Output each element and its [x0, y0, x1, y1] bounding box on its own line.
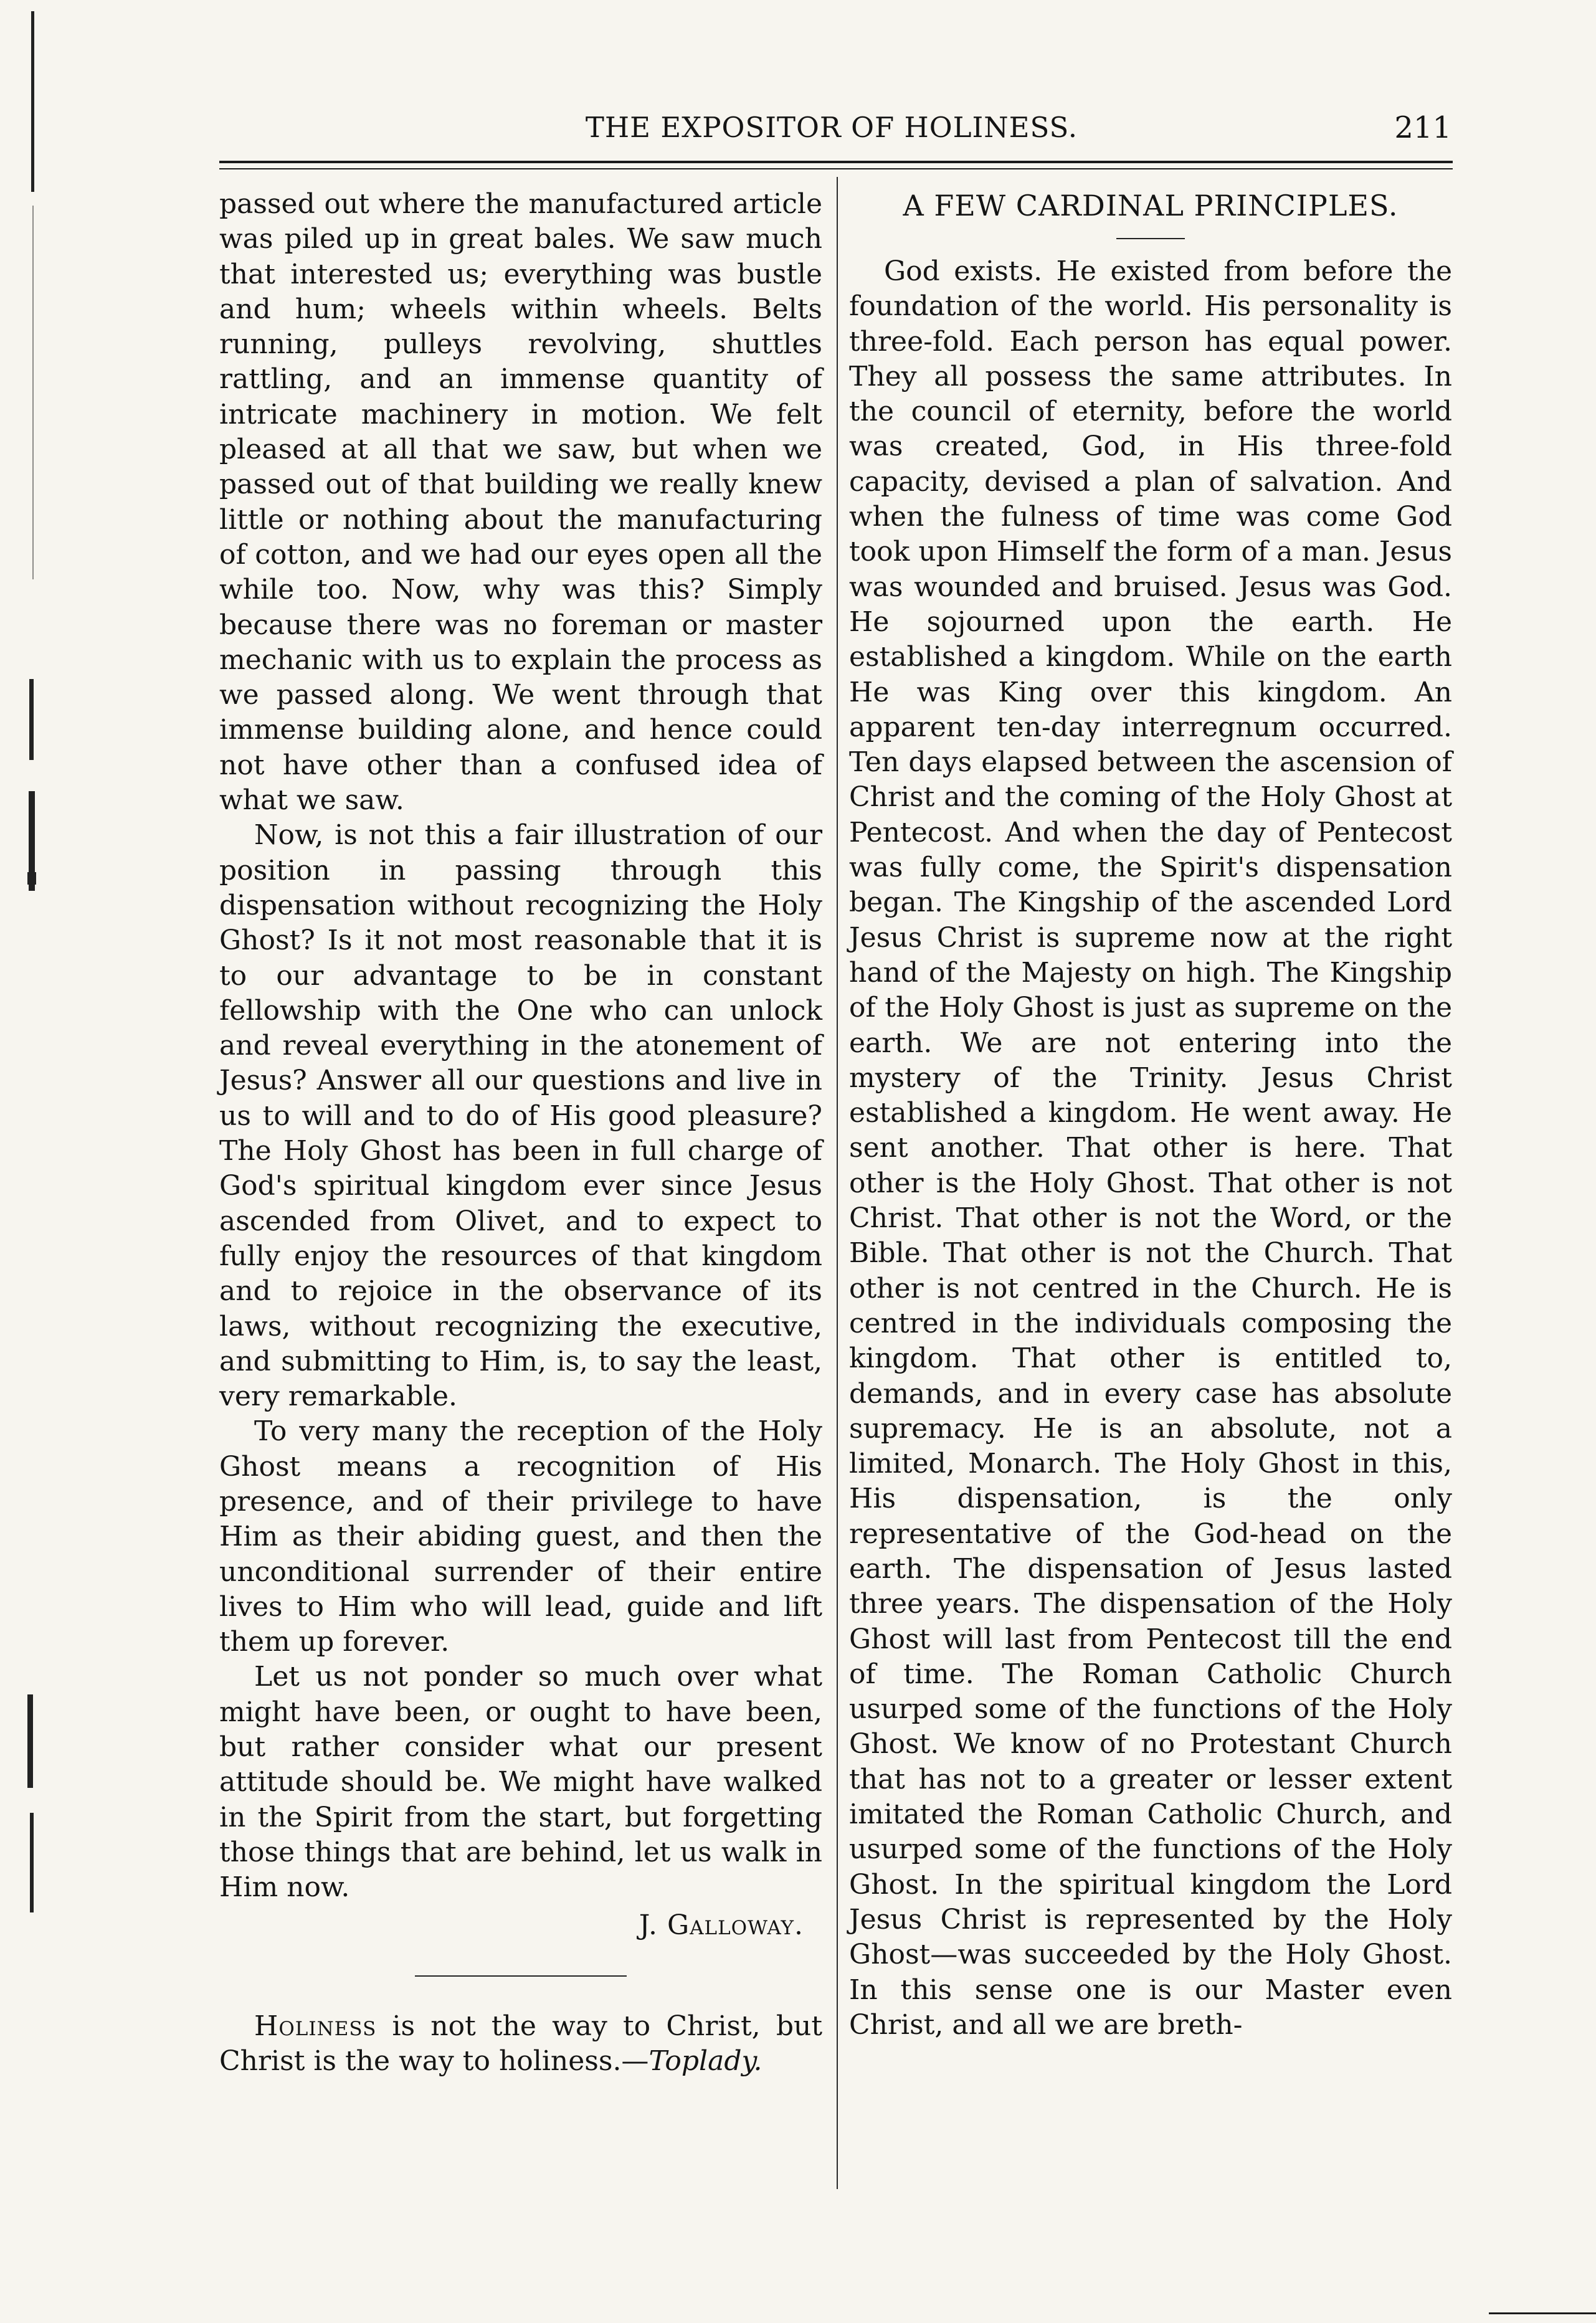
scan-mark	[32, 206, 34, 579]
article-body: God exists. He existed from before the foundation of the world. His personality is three-fold. Each person has equal power. They all possess the same attributes. In the council of eternity, before the world was created, God, in His three-fold capacity, devised a plan of salvation. And when the fulness of time was come God took upon Himself the form of a man. Jesus was wounded and bruised. Jesus was God. He sojourned upon the earth. He established a kingdom. While on the earth He was King over this kingdom. An apparent ten-day interregnum occurred. Ten days elapsed between the ascension of Christ and the coming of the Holy Ghost at Pentecost. And when the day of Pentecost was fully come, the Spirit's dispensation began. The Kingship of the ascended Lord Jesus Christ is supreme now at the right hand of the Majesty on high. The Kingship of the Holy Ghost is just as supreme on the earth. We are not entering into the mystery of the Trinity. Jesus Christ established a kingdom. He went away. He sent another. That other is here. That other is the Holy Ghost. That other is not Christ. That other is not the Word, or the Bible. That other is not the Church. That other is not centred in the Church. He is centred in the individuals composing the kingdom. That other is entitled to, demands, and in every case has absolute supremacy. He is an absolute, not a limited, Monarch. The Holy Ghost in this, His dispensation, is the only representative of the God-head on the earth. The dispensation of Jesus lasted three years. The dispensation of the Holy Ghost will last from Pentecost till the end of time. The Roman Catholic Church usurped some of the functions of the Holy Ghost. We know of no Protestant Church that has not to a greater or lesser extent imitated the Roman Catholic Church, and usurped some of the functions of the Holy Ghost. In the spiritual kingdom the Lord Jesus Christ is represented by the Holy Ghost—was succeeded by the Holy Ghost. In this sense one is our Master even Christ, and all we are breth-	[849, 255, 1452, 2041]
column-divider	[837, 177, 838, 2189]
quote-author: Toplady.	[648, 2045, 762, 2078]
running-head	[212, 106, 1451, 150]
crop-line	[1489, 2312, 1596, 2314]
article-title: A FEW CARDINAL PRINCIPLES.	[903, 189, 1399, 222]
journal-title: THE EXPOSITOR OF HOLINESS.	[585, 111, 1078, 144]
scan-mark	[29, 679, 34, 760]
paragraph: passed out where the manufactured article was piled up in great bales. We saw much that interested us; everything was bustle and hum; wheels within wheels. Belts running, pulleys revolving, shuttles rattling, and an immense quantity of intricate machinery in motion. We felt pleased at all that we saw, but when we passed out of that building we really knew little or nothing about the manufacturing of cotton, and we had our eyes open all the while too. Now, why was this? Simply because there was no foreman or master mechanic with us to explain the process as we passed along. We went through that immense building alone, and hence could not have other than a confused idea of what we saw.	[219, 188, 822, 817]
header-rule-thick	[219, 161, 1453, 163]
scan-mark	[27, 872, 36, 885]
quote-lead: Holiness	[254, 2010, 377, 2042]
right-column	[849, 187, 1452, 2043]
paragraph: Let us not ponder so much over what might have been, or ought to have been, but rather consider what our present attitude should be. We might have walked in the Spirit from the start, but forgetting those things that are behind, let us walk in Him now.	[219, 1661, 822, 1904]
quote-body: is not the way to Christ, but Christ is the way to holiness.—	[219, 2010, 822, 2078]
quote	[219, 2009, 822, 2079]
header-rule-thin	[219, 168, 1453, 169]
author-signature: J. Galloway.	[639, 1909, 804, 1941]
scan-mark	[31, 11, 34, 192]
scan-mark	[30, 1813, 34, 1912]
page-number: 211	[1394, 110, 1451, 145]
paragraph: Now, is not this a fair illustration of our position in passing through this dispensation without recognizing the Holy Ghost? Is it not most reasonable that it is to our advantage to be in constant fellowship with the One who can unlock and reveal everything in the atonement of Jesus? Answer all our questions and live in us to will and to do of His good pleasure? The Holy Ghost has been in full charge of God's spiritual kingdom ever since Jesus ascended from Olivet, and to expect to fully enjoy the resources of that kingdom and to rejoice in the observance of its laws, without recognizing the executive, and submitting to Him, is, to say the least, very remarkable.	[219, 819, 822, 1413]
paragraph: To very many the reception of the Holy Ghost means a recognition of His presence, and of their privilege to have Him as their abiding guest, and then the unconditional surrender of their entire lives to Him who will lead, guide and lift them up forever.	[219, 1415, 822, 1658]
section-divider	[415, 1975, 627, 1977]
left-column	[219, 187, 822, 2079]
scan-mark	[27, 1694, 33, 1788]
title-dash	[1116, 238, 1185, 239]
